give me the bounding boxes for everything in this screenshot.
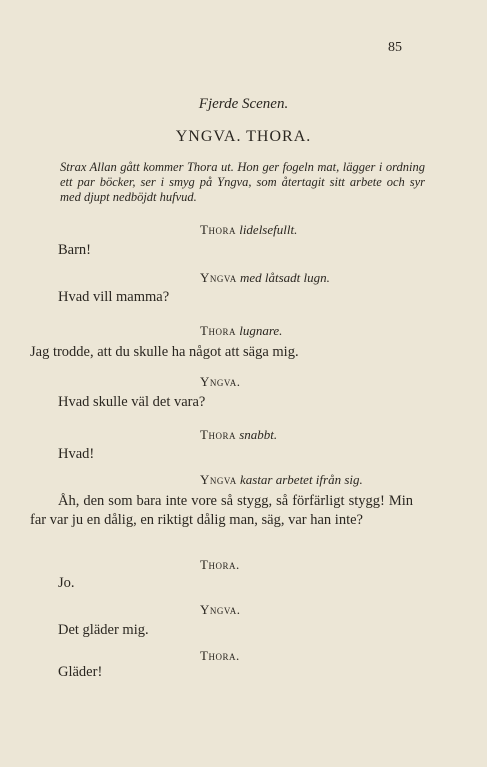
stage-direction: Strax Allan gått kommer Thora ut. Hon ger fogeln mat, lägger i ordning ett par böcker, ser i smyg på Yngva, som återtagit sitt arbete och syr med djupt nedböjdt hufvud. bbox=[60, 160, 425, 204]
dialogue-line: Åh, den som bara inte vore så stygg, så förfärligt stygg! Min far var ju en dålig, en riktigt dålig man, säg, var han inte? bbox=[30, 493, 413, 528]
speaker-heading bbox=[200, 323, 282, 339]
speaker-name: Thora. bbox=[200, 648, 240, 663]
dialogue-line: Det gläder mig. bbox=[58, 622, 149, 638]
scene-title: Fjerde Scenen. bbox=[198, 96, 289, 112]
speaker-name: Yngva bbox=[200, 270, 237, 285]
speaker-direction: med låtsadt lugn. bbox=[239, 270, 330, 285]
dialogue-line: Gläder! bbox=[58, 664, 103, 680]
dialogue-line: Jo. bbox=[58, 575, 75, 591]
dialogue-line: Barn! bbox=[58, 242, 92, 258]
speaker-name: Yngva. bbox=[200, 374, 241, 389]
speaker-heading bbox=[200, 222, 297, 238]
speaker-direction: lidelsefullt. bbox=[239, 222, 298, 237]
speaker-heading bbox=[200, 472, 363, 488]
speaker-heading bbox=[200, 557, 240, 573]
speaker-name: Thora bbox=[200, 222, 236, 237]
dialogue-line: Hvad skulle väl det vara? bbox=[58, 394, 206, 410]
speaker-direction: snabbt. bbox=[239, 427, 278, 442]
speaker-name: Yngva. bbox=[200, 602, 241, 617]
speaker-name: Thora bbox=[200, 323, 236, 338]
speaker-direction: lugnare. bbox=[239, 323, 283, 338]
page-number: 85 bbox=[388, 40, 402, 55]
dialogue-line: Jag trodde, att du skulle ha något att säga mig. bbox=[30, 344, 299, 360]
speaker-name: Thora bbox=[200, 427, 236, 442]
speaker-heading bbox=[200, 374, 240, 390]
speaker-direction: kastar arbetet ifrån sig. bbox=[239, 472, 363, 487]
dialogue-line: Hvad vill mamma? bbox=[58, 289, 170, 305]
speaker-heading bbox=[200, 648, 240, 664]
speaker-name: Thora. bbox=[200, 557, 240, 572]
speaker-heading bbox=[200, 602, 240, 618]
speaker-heading bbox=[200, 427, 277, 443]
dialogue-line: Hvad! bbox=[58, 446, 95, 462]
speaker-name: Yngva bbox=[200, 472, 237, 487]
scene-characters: YNGVA. THORA. bbox=[175, 128, 312, 145]
speaker-heading bbox=[200, 270, 330, 286]
